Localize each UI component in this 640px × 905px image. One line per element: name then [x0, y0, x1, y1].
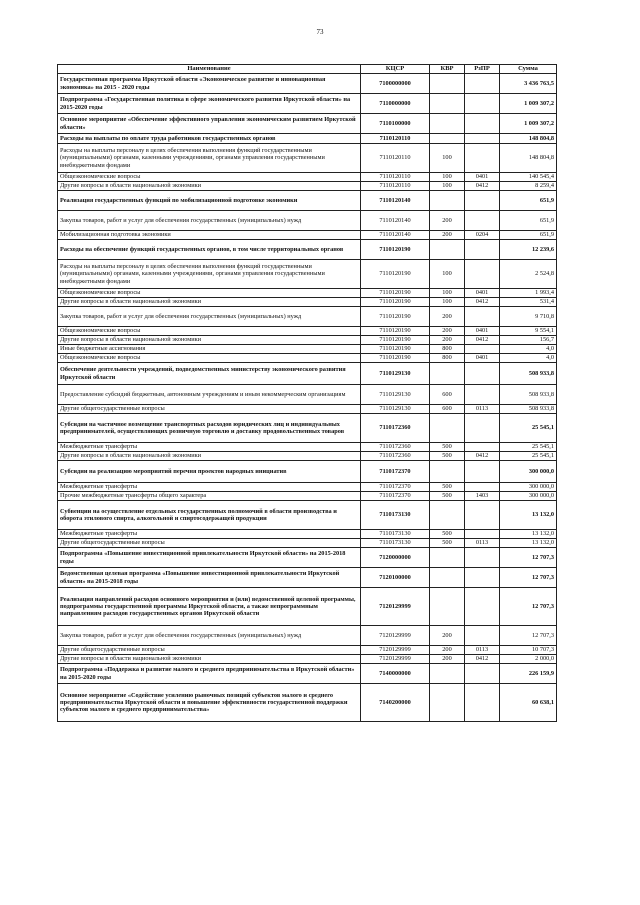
row-kvr: 200	[430, 336, 465, 345]
table-row	[58, 626, 557, 646]
row-name: Иные бюджетные ассигнования	[58, 345, 361, 354]
table-row	[58, 211, 557, 231]
row-kcsr: 7110120140	[361, 231, 430, 240]
row-kvr: 500	[430, 452, 465, 461]
row-kcsr: 7140200000	[361, 684, 430, 722]
row-kcsr: 7110120110	[361, 182, 430, 191]
row-name: Другие общегосударственные вопросы	[58, 646, 361, 655]
row-kcsr: 7110173130	[361, 501, 430, 530]
row-rzpr	[465, 114, 500, 134]
row-kcsr: 7140000000	[361, 664, 430, 684]
header-name: Наименование	[58, 65, 361, 74]
row-rzpr	[465, 385, 500, 405]
row-sum: 1 993,4	[500, 289, 557, 298]
table-row	[58, 240, 557, 260]
row-sum: 300 000,0	[500, 483, 557, 492]
row-rzpr: 0401	[465, 354, 500, 363]
table-row	[58, 655, 557, 664]
row-name: Другие вопросы в области национальной экономики	[58, 182, 361, 191]
row-kcsr: 7110172360	[361, 414, 430, 443]
row-kvr: 600	[430, 385, 465, 405]
row-sum: 226 159,9	[500, 664, 557, 684]
row-name: Обеспечение деятельности учреждений, подведомственных министерству экономического развития Иркутской области	[58, 363, 361, 385]
row-rzpr: 0113	[465, 646, 500, 655]
row-kcsr: 7120100000	[361, 568, 430, 588]
row-kvr: 100	[430, 298, 465, 307]
row-kcsr: 7120129999	[361, 626, 430, 646]
row-sum: 25 545,1	[500, 452, 557, 461]
table-row	[58, 405, 557, 414]
table-row	[58, 94, 557, 114]
row-kvr: 600	[430, 405, 465, 414]
row-kcsr: 7110120140	[361, 211, 430, 231]
row-rzpr	[465, 94, 500, 114]
row-name: Государственная программа Иркутской области «Экономическое развитие и инновационная экономика» на 2015 - 2020 годы	[58, 74, 361, 94]
table-row	[58, 539, 557, 548]
row-kcsr: 7110120190	[361, 289, 430, 298]
row-sum: 651,9	[500, 211, 557, 231]
row-sum: 10 707,3	[500, 646, 557, 655]
row-name: Субвенции на осуществление отдельных государственных полномочий в области производства и оборота этилового спирта, алкогольной и спиртосодержащей продукции	[58, 501, 361, 530]
table-row	[58, 684, 557, 722]
row-kvr: 200	[430, 626, 465, 646]
table-row	[58, 568, 557, 588]
row-kcsr: 7110120190	[361, 307, 430, 327]
row-sum: 13 132,0	[500, 501, 557, 530]
row-name: Межбюджетные трансферты	[58, 530, 361, 539]
row-kcsr: 7110173130	[361, 530, 430, 539]
table-row	[58, 385, 557, 405]
table-row	[58, 260, 557, 289]
row-kcsr: 7110172370	[361, 461, 430, 483]
row-name: Межбюджетные трансферты	[58, 443, 361, 452]
row-kvr	[430, 363, 465, 385]
row-sum: 531,4	[500, 298, 557, 307]
table-row	[58, 231, 557, 240]
row-name: Закупка товаров, работ и услуг для обеспечения государственных (муниципальных) нужд	[58, 307, 361, 327]
row-rzpr: 0412	[465, 182, 500, 191]
row-kcsr: 7110120190	[361, 345, 430, 354]
row-kvr: 200	[430, 231, 465, 240]
row-name: Подпрограмма «Поддержка и развитие малого и среднего предпринимательства в Иркутской области» на 2015-2020 годы	[58, 664, 361, 684]
row-kvr: 200	[430, 327, 465, 336]
row-sum: 4,0	[500, 354, 557, 363]
table-row	[58, 134, 557, 144]
row-rzpr	[465, 260, 500, 289]
row-kvr: 500	[430, 492, 465, 501]
row-name: Другие общегосударственные вопросы	[58, 405, 361, 414]
row-rzpr: 0401	[465, 289, 500, 298]
row-rzpr	[465, 568, 500, 588]
row-kvr	[430, 74, 465, 94]
row-kcsr: 7110173130	[361, 539, 430, 548]
row-sum: 651,9	[500, 231, 557, 240]
row-kvr	[430, 191, 465, 211]
row-name: Подпрограмма «Государственная политика в сфере экономического развития Иркутской области» на 2015-2020 годы	[58, 94, 361, 114]
table-row	[58, 114, 557, 134]
row-name: Межбюджетные трансферты	[58, 483, 361, 492]
row-sum: 156,7	[500, 336, 557, 345]
row-sum: 2 000,0	[500, 655, 557, 664]
row-kvr	[430, 548, 465, 568]
table-row	[58, 74, 557, 94]
row-kvr	[430, 684, 465, 722]
header-kcsr: КЦСР	[361, 65, 430, 74]
row-sum: 1 009 307,2	[500, 114, 557, 134]
row-name: Основное мероприятие «Содействие усилению рыночных позиций субъектов малого и среднего предпринимательства Иркутской области и повышение эффективности государственной поддержки субъектов малого и среднего предпринимательства»	[58, 684, 361, 722]
row-name: Расходы на выплаты персоналу в целях обеспечения выполнения функций государственными (муниципальными) органами, казенными учреждениями, органами управления государственными внебюджетными фондами	[58, 260, 361, 289]
row-sum: 9 710,8	[500, 307, 557, 327]
row-kvr: 200	[430, 307, 465, 327]
table-row	[58, 363, 557, 385]
table-row	[58, 501, 557, 530]
row-sum: 4,0	[500, 345, 557, 354]
row-sum: 60 638,1	[500, 684, 557, 722]
row-name: Общеэкономические вопросы	[58, 354, 361, 363]
row-rzpr	[465, 74, 500, 94]
row-rzpr	[465, 443, 500, 452]
row-name: Другие вопросы в области национальной экономики	[58, 655, 361, 664]
table-row	[58, 336, 557, 345]
row-kvr: 200	[430, 655, 465, 664]
row-rzpr	[465, 191, 500, 211]
row-rzpr	[465, 307, 500, 327]
row-rzpr	[465, 501, 500, 530]
table-header-row	[58, 65, 557, 74]
row-rzpr: 0412	[465, 298, 500, 307]
table-row	[58, 483, 557, 492]
row-sum: 508 933,8	[500, 405, 557, 414]
row-sum: 12 707,3	[500, 568, 557, 588]
row-sum: 2 524,8	[500, 260, 557, 289]
row-sum: 508 933,8	[500, 363, 557, 385]
row-kcsr: 7110120190	[361, 336, 430, 345]
table-row	[58, 173, 557, 182]
row-kvr	[430, 94, 465, 114]
row-kcsr: 7110172360	[361, 443, 430, 452]
row-name: Ведомственная целевая программа «Повышение инвестиционной привлекательности Иркутской области» на 2015-2018 годы	[58, 568, 361, 588]
row-rzpr: 0412	[465, 452, 500, 461]
row-kvr: 200	[430, 211, 465, 231]
row-kvr: 500	[430, 530, 465, 539]
row-name: Другие вопросы в области национальной экономики	[58, 336, 361, 345]
row-sum: 12 707,3	[500, 548, 557, 568]
row-kcsr: 7110100000	[361, 114, 430, 134]
header-rzpr: РзПР	[465, 65, 500, 74]
table-row	[58, 414, 557, 443]
row-kvr: 100	[430, 144, 465, 173]
row-kvr	[430, 568, 465, 588]
row-rzpr: 0113	[465, 539, 500, 548]
table-row	[58, 492, 557, 501]
table-row	[58, 452, 557, 461]
row-kvr: 800	[430, 345, 465, 354]
row-name: Подпрограмма «Повышение инвестиционной привлекательности Иркутской области» на 2015-2018 годы	[58, 548, 361, 568]
row-name: Мобилизационная подготовка экономики	[58, 231, 361, 240]
row-name: Другие вопросы в области национальной экономики	[58, 298, 361, 307]
row-name: Расходы на выплаты по оплате труда работников государственных органов	[58, 134, 361, 144]
row-kvr: 200	[430, 646, 465, 655]
row-kcsr: 7120129999	[361, 588, 430, 626]
row-rzpr	[465, 144, 500, 173]
row-kvr	[430, 414, 465, 443]
table-row	[58, 182, 557, 191]
row-kcsr: 7100000000	[361, 74, 430, 94]
row-name: Реализация государственных функций по мобилизационной подготовке экономики	[58, 191, 361, 211]
row-rzpr: 1403	[465, 492, 500, 501]
row-kvr: 100	[430, 173, 465, 182]
row-rzpr	[465, 414, 500, 443]
table-body	[58, 74, 557, 722]
table-row	[58, 461, 557, 483]
row-kvr	[430, 134, 465, 144]
header-sum: Сумма	[500, 65, 557, 74]
row-kcsr: 7110120190	[361, 240, 430, 260]
row-rzpr	[465, 240, 500, 260]
table-row	[58, 354, 557, 363]
row-name: Прочие межбюджетные трансферты общего характера	[58, 492, 361, 501]
row-sum: 12 707,3	[500, 588, 557, 626]
row-rzpr: 0412	[465, 655, 500, 664]
row-kvr	[430, 588, 465, 626]
table-row	[58, 345, 557, 354]
row-kvr: 100	[430, 289, 465, 298]
row-kcsr: 7110120190	[361, 260, 430, 289]
row-kcsr: 7120000000	[361, 548, 430, 568]
row-rzpr	[465, 530, 500, 539]
row-rzpr: 0401	[465, 327, 500, 336]
row-name: Субсидии на реализацию мероприятий перечня проектов народных инициатив	[58, 461, 361, 483]
row-rzpr	[465, 134, 500, 144]
row-sum: 300 000,0	[500, 461, 557, 483]
row-rzpr	[465, 483, 500, 492]
row-kvr: 800	[430, 354, 465, 363]
row-name: Закупка товаров, работ и услуг для обеспечения государственных (муниципальных) нужд	[58, 211, 361, 231]
row-name: Основное мероприятие «Обеспечение эффективного управления экономическим развитием Иркутской области»	[58, 114, 361, 134]
row-sum: 300 000,0	[500, 492, 557, 501]
table-row	[58, 191, 557, 211]
row-name: Общеэкономические вопросы	[58, 173, 361, 182]
row-kcsr: 7110120110	[361, 134, 430, 144]
row-kcsr: 7110120190	[361, 327, 430, 336]
page-number: 73	[316, 28, 324, 36]
row-sum: 140 545,4	[500, 173, 557, 182]
table-row	[58, 298, 557, 307]
table-row	[58, 327, 557, 336]
row-kcsr: 7110120140	[361, 191, 430, 211]
row-name: Расходы на обеспечение функций государственных органов, в том числе территориальных органов	[58, 240, 361, 260]
row-name: Субсидии на частичное возмещение транспортных расходов юридических лиц и индивидуальных предпринимателей, осуществляющих розничную торговлю и доставку продовольственных товаров	[58, 414, 361, 443]
row-kvr: 500	[430, 443, 465, 452]
row-sum: 25 545,1	[500, 443, 557, 452]
row-kcsr: 7110000000	[361, 94, 430, 114]
row-rzpr: 0113	[465, 405, 500, 414]
row-kvr: 100	[430, 182, 465, 191]
table-row	[58, 530, 557, 539]
row-name: Закупка товаров, работ и услуг для обеспечения государственных (муниципальных) нужд	[58, 626, 361, 646]
row-kcsr: 7110120190	[361, 354, 430, 363]
row-name: Общеэкономические вопросы	[58, 327, 361, 336]
row-sum: 651,9	[500, 191, 557, 211]
row-kvr	[430, 114, 465, 134]
row-kcsr: 7110120110	[361, 173, 430, 182]
table-row	[58, 307, 557, 327]
table-row	[58, 588, 557, 626]
row-kcsr: 7110129130	[361, 385, 430, 405]
row-kvr: 100	[430, 260, 465, 289]
row-name: Другие общегосударственные вопросы	[58, 539, 361, 548]
row-kvr	[430, 461, 465, 483]
row-name: Другие вопросы в области национальной экономики	[58, 452, 361, 461]
row-rzpr: 0412	[465, 336, 500, 345]
row-sum: 12 239,6	[500, 240, 557, 260]
row-rzpr	[465, 363, 500, 385]
row-name: Расходы на выплаты персоналу в целях обеспечения выполнения функций государственными (муниципальными) органами, казенными учреждениями, органами управления государственными внебюджетными фондами	[58, 144, 361, 173]
row-kcsr: 7110172370	[361, 483, 430, 492]
table-row	[58, 443, 557, 452]
header-kvr: КВР	[430, 65, 465, 74]
row-kcsr: 7110120190	[361, 298, 430, 307]
row-sum: 9 554,1	[500, 327, 557, 336]
row-sum: 8 259,4	[500, 182, 557, 191]
row-rzpr	[465, 684, 500, 722]
row-rzpr	[465, 461, 500, 483]
row-rzpr	[465, 548, 500, 568]
table-row	[58, 144, 557, 173]
row-kvr: 500	[430, 483, 465, 492]
row-sum: 1 009 307,2	[500, 94, 557, 114]
row-sum: 148 804,8	[500, 144, 557, 173]
budget-table	[57, 64, 557, 722]
table-row	[58, 548, 557, 568]
row-rzpr	[465, 588, 500, 626]
row-sum: 148 804,8	[500, 134, 557, 144]
row-name: Общеэкономические вопросы	[58, 289, 361, 298]
row-sum: 3 436 763,5	[500, 74, 557, 94]
row-rzpr	[465, 626, 500, 646]
row-kvr	[430, 501, 465, 530]
row-kvr	[430, 240, 465, 260]
row-kcsr: 7110129130	[361, 363, 430, 385]
row-rzpr	[465, 211, 500, 231]
row-kcsr: 7110172370	[361, 492, 430, 501]
table-row	[58, 646, 557, 655]
row-sum: 13 132,0	[500, 539, 557, 548]
row-kcsr: 7120129999	[361, 646, 430, 655]
row-rzpr: 0204	[465, 231, 500, 240]
row-kvr	[430, 664, 465, 684]
row-kcsr: 7120129999	[361, 655, 430, 664]
row-sum: 13 132,0	[500, 530, 557, 539]
table-row	[58, 664, 557, 684]
row-rzpr	[465, 345, 500, 354]
row-kcsr: 7110120110	[361, 144, 430, 173]
row-sum: 12 707,3	[500, 626, 557, 646]
row-rzpr	[465, 664, 500, 684]
row-kvr: 500	[430, 539, 465, 548]
row-kcsr: 7110172360	[361, 452, 430, 461]
row-kcsr: 7110129130	[361, 405, 430, 414]
row-name: Предоставление субсидий бюджетным, автономным учреждениям и иным некоммерческим организациям	[58, 385, 361, 405]
row-rzpr: 0401	[465, 173, 500, 182]
row-sum: 25 545,1	[500, 414, 557, 443]
table-row	[58, 289, 557, 298]
row-sum: 508 933,8	[500, 385, 557, 405]
row-name: Реализация направлений расходов основного мероприятия и (или) ведомственной целевой программы, подпрограммы государственной программы Иркутской области, а также непрограммным направлениям расходов государственных органов Иркутской области	[58, 588, 361, 626]
